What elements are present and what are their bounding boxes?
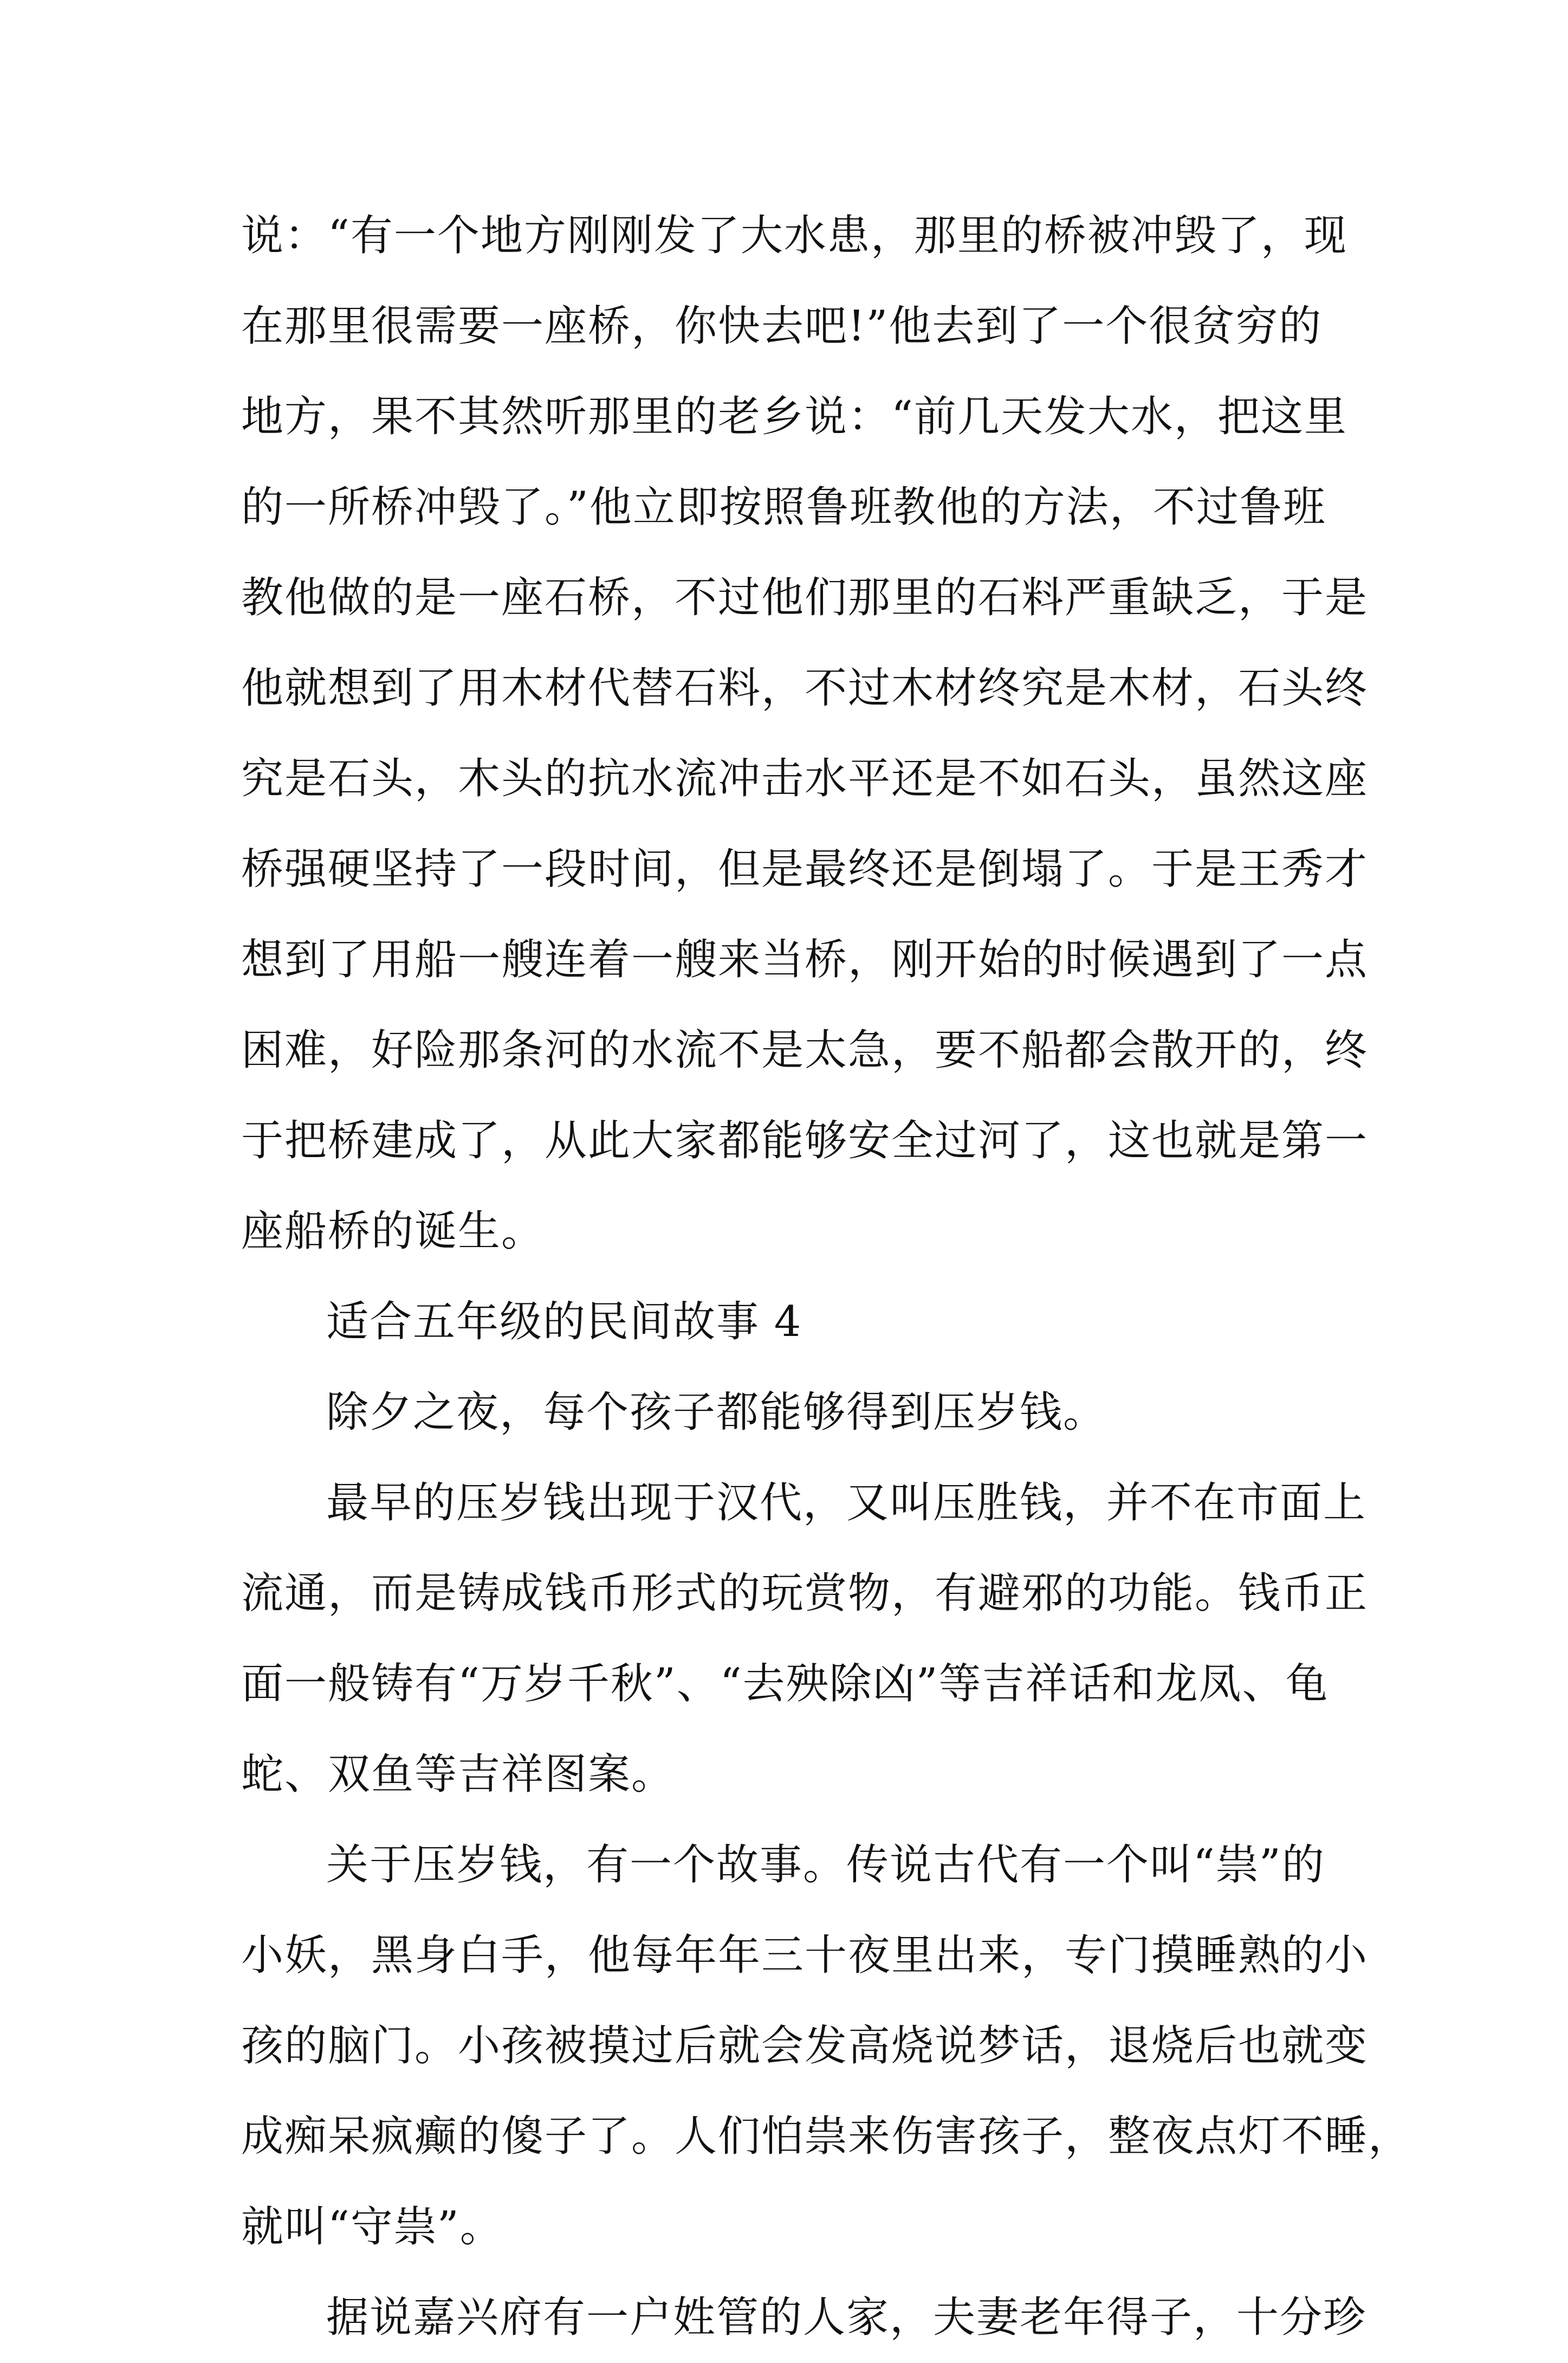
paragraph-start-line: 关于压岁钱，有一个故事。传说古代有一个叫“祟”的 [326,1841,1325,1889]
text-line: 蛇、双鱼等吉祥图案。 [241,1750,675,1799]
paragraph-start-line: 据说嘉兴府有一户姓管的人家，夫妻老年得子，十分珍 [326,2293,1367,2342]
document-body [241,191,1412,2363]
text-line: 在那里很需要一座桥，你快去吧!”他去到了一个很贫穷的 [241,302,1323,351]
text-line: 桥强硬坚持了一段时间，但是最终还是倒塌了。于是王秀才 [241,845,1369,894]
paragraph-start-line: 最早的压岁钱出现于汉代，又叫压胜钱，并不在市面上 [326,1479,1367,1527]
text-line: 困难，好险那条河的水流不是太急，要不船都会散开的，终 [241,1026,1369,1075]
paragraph-start-line: 除夕之夜，每个孩子都能够得到压岁钱。 [326,1388,1107,1437]
text-line: 流通，而是铸成钱币形式的玩赏物，有避邪的功能。钱币正 [241,1569,1369,1618]
text-line: 就叫“守祟”。 [241,2203,503,2251]
text-line: 的一所桥冲毁了。”他立即按照鲁班教他的方法，不过鲁班 [241,483,1326,532]
text-line: 地方，果不其然听那里的老乡说：“前几天发大水，把这里 [241,392,1347,441]
text-line: 他就想到了用木材代替石料，不过木材终究是木材，石头终 [241,664,1369,713]
text-line: 说：“有一个地方刚刚发了大水患，那里的桥被冲毁了，现 [241,211,1347,260]
text-line: 想到了用船一艘连着一艘来当桥，刚开始的时候遇到了一点 [241,935,1369,984]
text-line: 成痴呆疯癫的傻子了。人们怕祟来伤害孩子，整夜点灯不睡， [241,2112,1412,2161]
text-line: 究是石头，木头的抗水流冲击水平还是不如石头，虽然这座 [241,754,1369,803]
text-line: 面一般铸有“万岁千秋”、“去殃除凶”等吉祥话和龙凤、龟 [241,1660,1329,1708]
text-line: 于把桥建成了，从此大家都能够安全过河了，这也就是第一 [241,1116,1369,1165]
section-heading: 适合五年级的民间故事 4 [326,1297,802,1346]
text-line: 教他做的是一座石桥，不过他们那里的石料严重缺乏，于是 [241,573,1369,622]
text-line: 小妖，黑身白手，他每年年三十夜里出来，专门摸睡熟的小 [241,1931,1369,1980]
text-line: 座船桥的诞生。 [241,1207,545,1256]
text-line: 孩的脑门。小孩被摸过后就会发高烧说梦话，退烧后也就变 [241,2022,1369,2070]
